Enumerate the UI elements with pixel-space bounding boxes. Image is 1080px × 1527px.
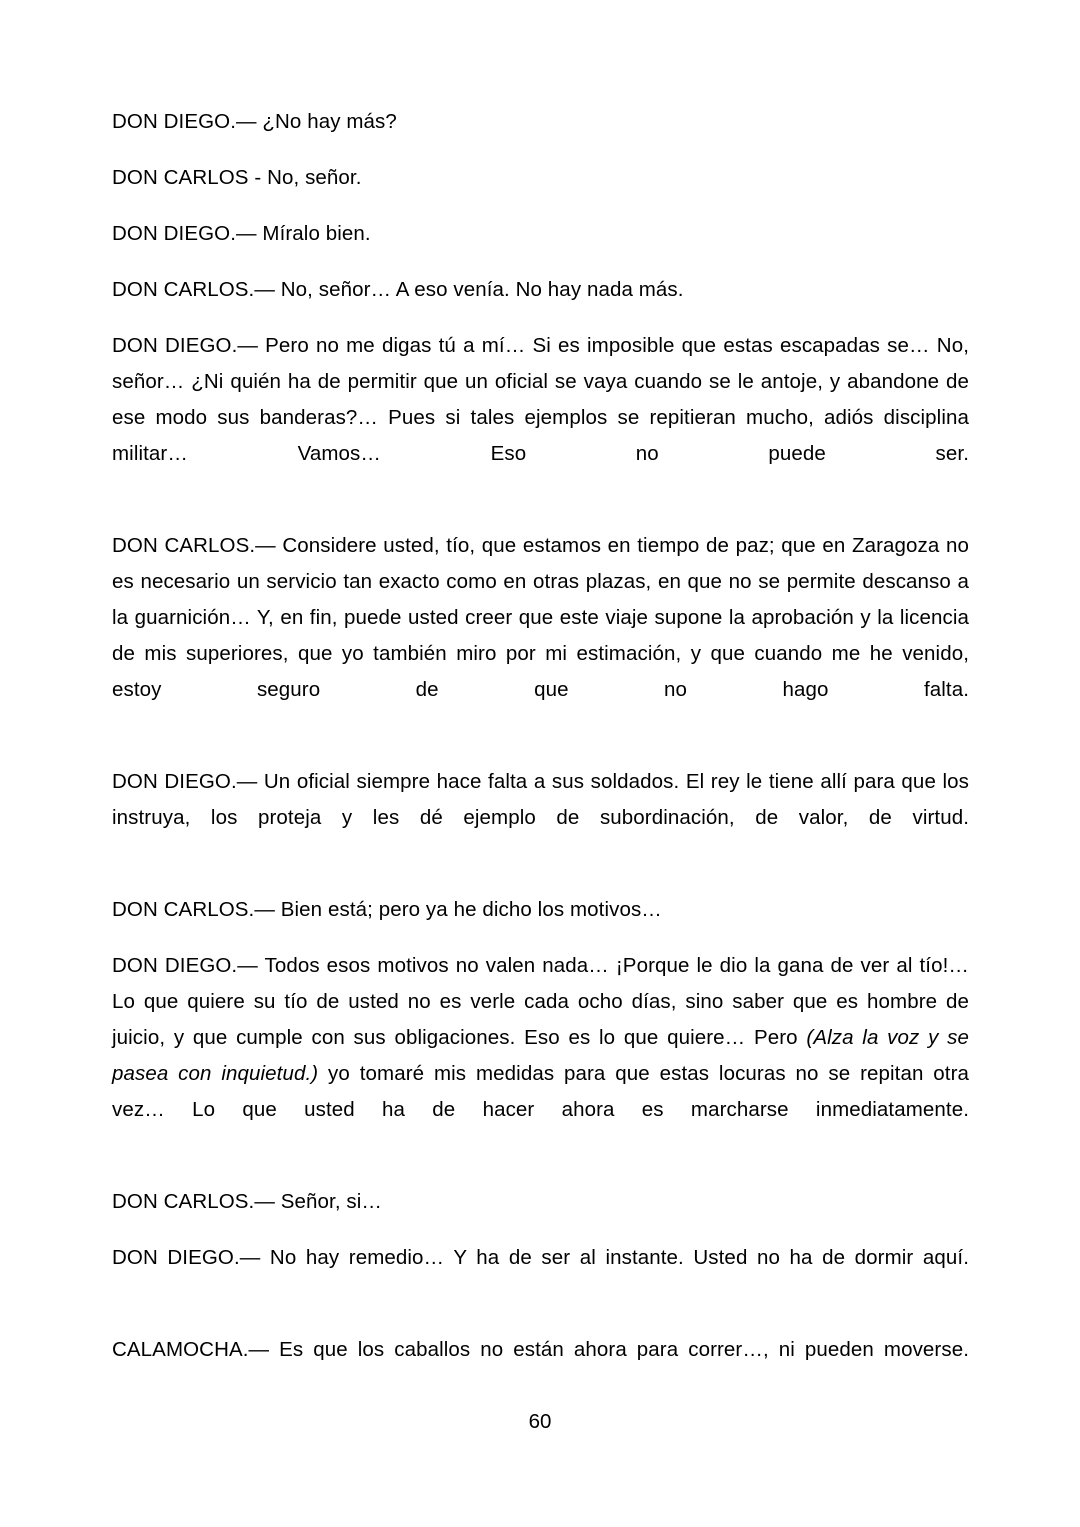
dialogue-paragraph: DON DIEGO.— Pero no me digas tú a mí… Si es imposible que estas escapadas se… No, señor… ¿Ni quién ha de permitir que un oficial se vaya cuando se le antoje, y abandone de ese modo sus banderas?… Pues si tales ejemplos se repitieran mucho, adiós disciplina militar… Vamos… Eso no puede ser.: [112, 334, 969, 465]
dialogue-paragraph: DON DIEGO.— ¿No hay más?: [112, 110, 397, 133]
page-number: 60: [528, 1410, 552, 1433]
dialogue-text-after-stage-direction: yo tomaré mis medidas para que estas locuras no se repitan otra vez… Lo que usted ha de hacer ahora es marcharse inmediatamente.: [112, 1062, 970, 1121]
body-text-column: [112, 104, 969, 1424]
dialogue-paragraph: CALAMOCHA.— Es que los caballos no están ahora para correr…, ni pueden moverse.: [112, 1338, 969, 1361]
dialogue-paragraph: DON CARLOS.— Considere usted, tío, que estamos en tiempo de paz; que en Zaragoza no es necesario un servicio tan exacto como en otras plazas, en que no se permite descanso a la guarnición… Y, en fin, puede usted creer que este viaje supone la aprobación y la licencia de mis superiores, que yo también miro por mi estimación, y que cuando me he venido, estoy seguro de que no hago falta.: [112, 534, 969, 701]
dialogue-paragraph: DON CARLOS.— No, señor… A eso venía. No hay nada más.: [112, 278, 684, 301]
dialogue-paragraph: DON CARLOS.— Bien está; pero ya he dicho los motivos…: [112, 898, 662, 921]
dialogue-paragraph: DON CARLOS - No, señor.: [112, 166, 362, 189]
stage-direction: (Alza la voz y se pasea con inquietud.): [112, 1026, 969, 1085]
dialogue-paragraph: DON CARLOS.— Señor, si…: [112, 1190, 383, 1213]
dialogue-paragraph: DON DIEGO.— Míralo bien.: [112, 222, 371, 245]
dialogue-paragraph: DON DIEGO.— No hay remedio… Y ha de ser al instante. Usted no ha de dormir aquí.: [112, 1246, 969, 1269]
dialogue-text-before-stage-direction: DON DIEGO.— Todos esos motivos no valen nada… ¡Porque le dio la gana de ver al tío!… Lo que quiere su tío de usted no es verle cada ocho días, sino saber que es hombre de juicio, y que cumple con sus obligaciones. Eso es lo que quiere… Pero: [112, 954, 969, 1049]
dialogue-paragraph-with-stage-direction: [112, 948, 969, 1164]
dialogue-paragraph: DON DIEGO.— Un oficial siempre hace falta a sus soldados. El rey le tiene allí para que los instruya, los proteja y les dé ejemplo de subordinación, de valor, de virtud.: [112, 770, 969, 829]
